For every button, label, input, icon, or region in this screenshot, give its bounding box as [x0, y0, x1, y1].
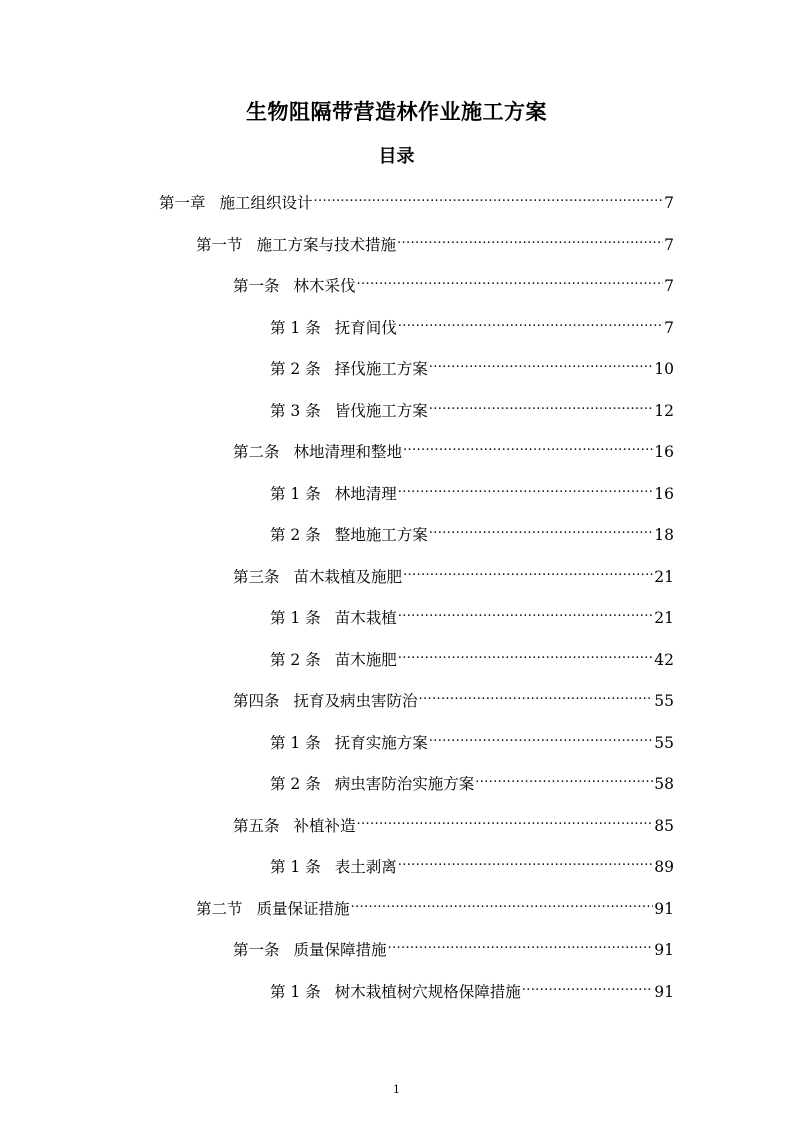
toc-entry-title: 苗木施肥 — [334, 651, 397, 669]
toc-entry[interactable] — [233, 931, 674, 959]
toc-entry[interactable] — [270, 641, 674, 669]
toc-entry-page: 7 — [664, 194, 674, 212]
toc-entry-number: 第 1 条 — [270, 485, 321, 503]
toc-entry-page: 7 — [664, 277, 674, 295]
toc-entry-number: 第一章 — [159, 194, 206, 212]
toc-entry[interactable] — [270, 350, 674, 378]
toc-dot-leader — [403, 558, 653, 582]
toc-entry-number: 第 1 条 — [270, 983, 321, 1001]
toc-entry-title: 质量保障措施 — [293, 941, 387, 959]
toc-entry[interactable] — [233, 807, 674, 835]
toc-entry-title: 抚育间伐 — [334, 319, 397, 337]
toc-entry-number: 第 1 条 — [270, 734, 321, 752]
toc-dot-leader — [522, 973, 654, 997]
toc-dot-leader — [398, 641, 654, 665]
toc-entry-title: 抚育及病虫害防治 — [293, 692, 418, 710]
toc-entry[interactable] — [233, 267, 674, 295]
toc-entry-page: 21 — [654, 568, 674, 586]
toc-dot-leader — [398, 848, 654, 872]
toc-entry-title: 表土剥离 — [334, 858, 397, 876]
toc-entry[interactable] — [270, 848, 674, 876]
toc-entry-title: 施工方案与技术措施 — [256, 236, 397, 254]
toc-entry[interactable] — [270, 765, 674, 793]
toc-dot-leader — [475, 765, 653, 789]
toc-entry-number: 第 3 条 — [270, 402, 321, 420]
toc-entry-title: 皆伐施工方案 — [334, 402, 428, 420]
toc-entry-title: 病虫害防治实施方案 — [334, 775, 475, 793]
toc-entry-number: 第 1 条 — [270, 858, 321, 876]
toc-entry[interactable] — [270, 516, 674, 544]
toc-dot-leader — [403, 433, 653, 457]
toc-entry-number: 第 2 条 — [270, 526, 321, 544]
toc-entry-page: 91 — [654, 983, 674, 1001]
toc-entry-number: 第二条 — [233, 443, 280, 461]
toc-dot-leader — [357, 267, 664, 291]
toc-entry-page: 91 — [654, 941, 674, 959]
toc-entry-page: 89 — [654, 858, 674, 876]
toc-entry[interactable] — [270, 724, 674, 752]
toc-entry-page: 10 — [654, 360, 674, 378]
toc-entry-number: 第三条 — [233, 568, 280, 586]
toc-entry-page: 85 — [654, 817, 674, 835]
toc-dot-leader — [429, 350, 654, 374]
page-number: 1 — [393, 1083, 400, 1096]
toc-entry-number: 第四条 — [233, 692, 280, 710]
toc-entry[interactable] — [159, 184, 674, 212]
toc-dot-leader — [314, 184, 664, 208]
toc-dot-leader — [357, 807, 654, 831]
toc-entry-page: 55 — [654, 734, 674, 752]
toc-entry-number: 第 1 条 — [270, 609, 321, 627]
toc-entry-number: 第 2 条 — [270, 775, 321, 793]
toc-dot-leader — [398, 309, 663, 333]
toc-entry[interactable] — [233, 558, 674, 586]
toc-entry-page: 12 — [654, 402, 674, 420]
toc-heading: 目录 — [378, 146, 415, 167]
toc-dot-leader — [388, 931, 654, 955]
toc-entry-title: 树木栽植树穴规格保障措施 — [334, 983, 521, 1001]
toc-entry-title: 择伐施工方案 — [334, 360, 428, 378]
toc-entry-number: 第 2 条 — [270, 360, 321, 378]
toc-entry-title: 林地清理 — [334, 485, 397, 503]
toc-entry-page: 7 — [664, 236, 674, 254]
toc-entry-page: 91 — [654, 900, 674, 918]
toc-entry-page: 18 — [654, 526, 674, 544]
toc-entry-number: 第一条 — [233, 277, 280, 295]
toc-entry-title: 苗木栽植及施肥 — [293, 568, 403, 586]
toc-entry-title: 整地施工方案 — [334, 526, 428, 544]
toc-dot-leader — [398, 475, 654, 499]
toc-dot-leader — [398, 599, 654, 623]
toc-entry[interactable] — [270, 599, 674, 627]
toc-entry-page: 58 — [654, 775, 674, 793]
toc-entry[interactable] — [270, 973, 674, 1001]
toc-entry-number: 第 1 条 — [270, 319, 321, 337]
toc-entry-page: 42 — [654, 651, 674, 669]
toc-entry-number: 第二节 — [196, 900, 243, 918]
toc-entry[interactable] — [233, 433, 674, 461]
toc-entry[interactable] — [270, 475, 674, 503]
toc-dot-leader — [351, 890, 654, 914]
toc-entry-number: 第 2 条 — [270, 651, 321, 669]
toc-entry[interactable] — [196, 890, 674, 918]
toc-dot-leader — [429, 516, 654, 540]
toc-entry-title: 林地清理和整地 — [293, 443, 403, 461]
toc-entry[interactable] — [270, 392, 674, 420]
document-title: 生物阻隔带营造林作业施工方案 — [246, 100, 547, 124]
toc-entry-page: 21 — [654, 609, 674, 627]
toc-entry-title: 林木采伐 — [293, 277, 356, 295]
toc-entry[interactable] — [233, 682, 674, 710]
toc-entry-number: 第一节 — [196, 236, 243, 254]
toc-entry-title: 施工组织设计 — [219, 194, 313, 212]
toc-entry-number: 第一条 — [233, 941, 280, 959]
toc-entry[interactable] — [196, 226, 674, 254]
toc-entry-page: 16 — [654, 443, 674, 461]
toc-entry-title: 补植补造 — [293, 817, 356, 835]
toc-entry-page: 16 — [654, 485, 674, 503]
toc-entry-number: 第五条 — [233, 817, 280, 835]
toc-dot-leader — [429, 392, 654, 416]
toc-dot-leader — [419, 682, 654, 706]
toc-entry[interactable] — [270, 309, 674, 337]
toc-dot-leader — [429, 724, 654, 748]
toc-entry-title: 质量保证措施 — [256, 900, 350, 918]
toc-entry-title: 抚育实施方案 — [334, 734, 428, 752]
toc-entry-page: 55 — [654, 692, 674, 710]
toc-dot-leader — [397, 226, 663, 250]
toc-entry-title: 苗木栽植 — [334, 609, 397, 627]
toc-entry-page: 7 — [664, 319, 674, 337]
